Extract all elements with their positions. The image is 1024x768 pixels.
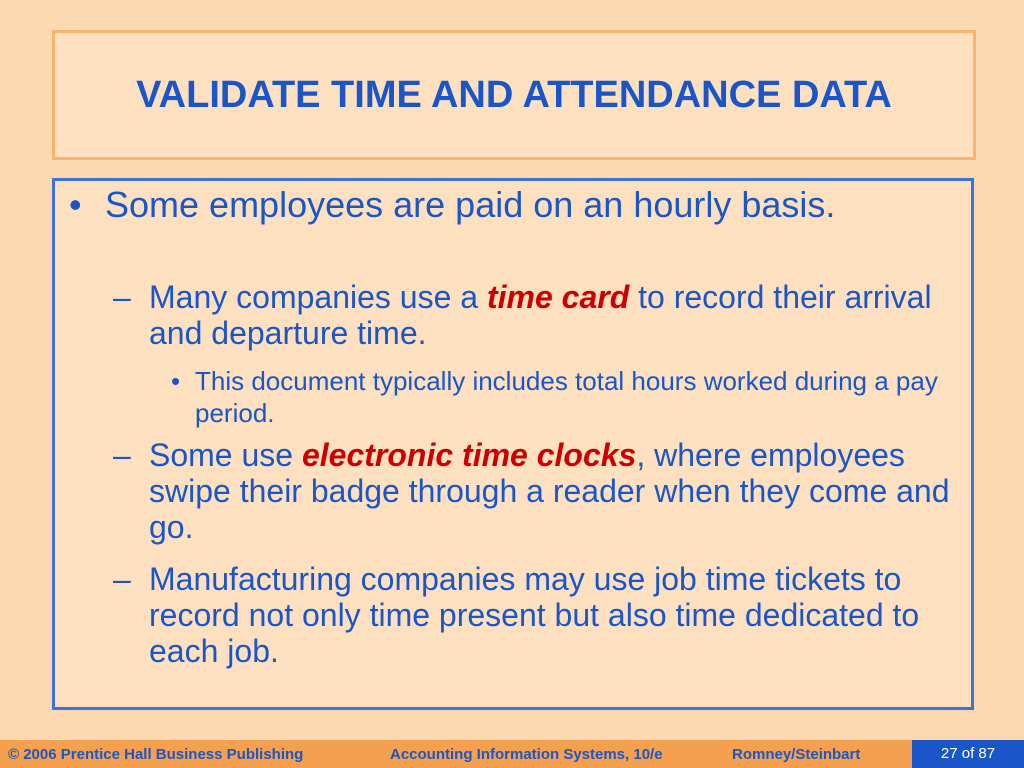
emphasis-time-card: time card bbox=[486, 279, 630, 315]
footer-book-title: Accounting Information Systems, 10/e bbox=[390, 746, 663, 763]
content-box bbox=[52, 178, 974, 710]
bullet-document bbox=[171, 365, 951, 429]
page-number: 27 of 87 bbox=[912, 740, 1024, 768]
slide-title: VALIDATE TIME AND ATTENDANCE DATA bbox=[136, 74, 892, 116]
dash-marker: – bbox=[113, 437, 131, 473]
dash-marker: – bbox=[113, 279, 131, 315]
bullet-text-pre: Some use bbox=[149, 437, 302, 473]
bullet-text: This document typically includes total hours worked during a pay period. bbox=[195, 366, 938, 428]
footer-copyright: © 2006 Prentice Hall Business Publishing bbox=[8, 746, 304, 763]
emphasis-electronic-time-clocks: electronic time clocks bbox=[301, 437, 637, 473]
bullet-electronic-clocks bbox=[113, 437, 953, 545]
dash-marker: – bbox=[113, 561, 131, 597]
bullet-text-post: to record their arrival and departure time. bbox=[149, 279, 932, 351]
bullet-job-tickets bbox=[113, 561, 953, 669]
bullet-text-pre: Many companies use a bbox=[149, 279, 487, 315]
bullet-text: Some employees are paid on an hourly basis. bbox=[105, 184, 836, 225]
footer-authors: Romney/Steinbart bbox=[732, 746, 861, 763]
bullet-text: Manufacturing companies may use job time tickets to record not only time present but also time dedicated to each job. bbox=[149, 561, 920, 669]
bullet-hourly bbox=[69, 185, 949, 225]
bullet-marker: • bbox=[69, 184, 82, 225]
bullet-text-post: , where employees swipe their badge through a reader when they come and go. bbox=[149, 437, 950, 545]
bullet-time-card bbox=[113, 279, 953, 351]
title-box bbox=[52, 30, 976, 160]
bullet-marker: • bbox=[171, 366, 181, 396]
footer-bar bbox=[0, 740, 1024, 768]
